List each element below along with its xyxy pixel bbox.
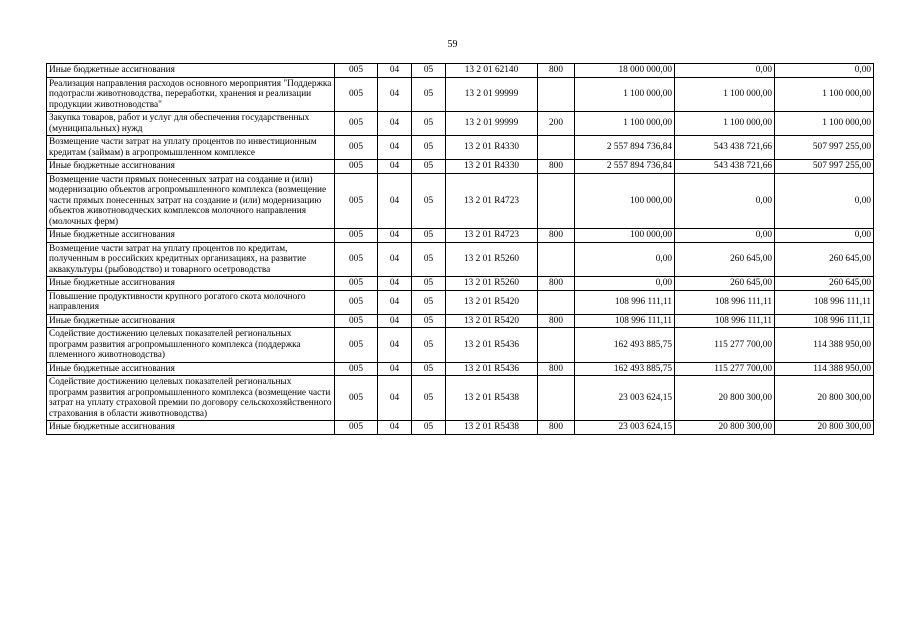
cell-subsection: 05: [412, 376, 446, 421]
cell-amount-1: 162 493 885,75: [575, 328, 675, 363]
cell-name: Содействие достижению целевых показателей региональных программ развития агропромышленного комплекса (поддержка племенного животноводства): [47, 328, 335, 363]
cell-amount-2: 0,00: [675, 64, 775, 78]
cell-section: 04: [378, 328, 412, 363]
cell-name: Возмещение части прямых понесенных затрат на создание и (или) модернизацию объектов агропромышленного комплекса (возмещение части прямых понесенных затрат на создание и (или) модернизацию объектов животноводческих комплексов молочного направления (молочных ферм): [47, 173, 335, 229]
cell-expense-type: [538, 328, 575, 363]
cell-amount-1: 100 000,00: [575, 173, 675, 229]
cell-amount-3: 0,00: [775, 229, 874, 243]
table-row: [47, 376, 874, 421]
cell-section: 04: [378, 362, 412, 376]
cell-amount-3: 507 997 255,00: [775, 160, 874, 174]
cell-amount-2: 115 277 700,00: [675, 328, 775, 363]
cell-target-article: 13 2 01 R4723: [446, 229, 538, 243]
cell-subsection: 05: [412, 421, 446, 435]
cell-amount-3: 114 388 950,00: [775, 328, 874, 363]
cell-section: 04: [378, 64, 412, 78]
cell-amount-1: 108 996 111,11: [575, 290, 675, 314]
cell-amount-3: 108 996 111,11: [775, 314, 874, 328]
cell-name: Закупка товаров, работ и услуг для обеспечения государственных (муниципальных) нужд: [47, 112, 335, 136]
cell-name: Возмещение части затрат на уплату процентов по инвестиционным кредитам (займам) в агропромышленном комплексе: [47, 136, 335, 160]
table-row: [47, 242, 874, 277]
cell-subsection: 05: [412, 242, 446, 277]
cell-subsection: 05: [412, 77, 446, 112]
cell-amount-1: 0,00: [575, 242, 675, 277]
cell-amount-2: 1 100 000,00: [675, 112, 775, 136]
cell-grbs: 005: [335, 277, 378, 291]
cell-section: 04: [378, 136, 412, 160]
cell-expense-type: [538, 136, 575, 160]
cell-grbs: 005: [335, 229, 378, 243]
cell-name: Содействие достижению целевых показателей региональных программ развития агропромышленного комплекса (возмещение части затрат на уплату страховой премии по договору сельскохозяйственного страхования в области животноводства): [47, 376, 335, 421]
cell-section: 04: [378, 376, 412, 421]
cell-expense-type: 800: [538, 421, 575, 435]
cell-name: Иные бюджетные ассигнования: [47, 64, 335, 78]
cell-expense-type: 800: [538, 277, 575, 291]
cell-amount-3: 260 645,00: [775, 242, 874, 277]
cell-name: Иные бюджетные ассигнования: [47, 421, 335, 435]
cell-amount-3: 20 800 300,00: [775, 421, 874, 435]
cell-section: 04: [378, 421, 412, 435]
cell-name: Реализация направления расходов основного мероприятия "Поддержка подотрасли животноводства, переработки, хранения и реализации продукции животноводства": [47, 77, 335, 112]
cell-grbs: 005: [335, 242, 378, 277]
cell-amount-1: 1 100 000,00: [575, 77, 675, 112]
cell-amount-2: 20 800 300,00: [675, 376, 775, 421]
cell-subsection: 05: [412, 160, 446, 174]
cell-section: 04: [378, 77, 412, 112]
cell-grbs: 005: [335, 173, 378, 229]
budget-table: [46, 63, 874, 435]
cell-amount-1: 2 557 894 736,84: [575, 136, 675, 160]
cell-subsection: 05: [412, 290, 446, 314]
cell-subsection: 05: [412, 362, 446, 376]
cell-name: Возмещение части затрат на уплату процентов по кредитам, полученным в российских кредитных организациях, на развитие аквакультуры (рыбоводство) и товарного осетроводства: [47, 242, 335, 277]
cell-expense-type: 800: [538, 314, 575, 328]
cell-target-article: 13 2 01 R5436: [446, 362, 538, 376]
cell-section: 04: [378, 160, 412, 174]
cell-expense-type: [538, 77, 575, 112]
cell-target-article: 13 2 01 R5438: [446, 421, 538, 435]
cell-expense-type: 200: [538, 112, 575, 136]
cell-name: Иные бюджетные ассигнования: [47, 277, 335, 291]
cell-section: 04: [378, 242, 412, 277]
table-row: [47, 136, 874, 160]
cell-expense-type: [538, 290, 575, 314]
cell-expense-type: 800: [538, 229, 575, 243]
cell-grbs: 005: [335, 112, 378, 136]
table-row: [47, 77, 874, 112]
cell-grbs: 005: [335, 376, 378, 421]
cell-amount-2: 115 277 700,00: [675, 362, 775, 376]
cell-name: Иные бюджетные ассигнования: [47, 229, 335, 243]
cell-target-article: 13 2 01 R5420: [446, 290, 538, 314]
table-row: [47, 173, 874, 229]
cell-name: Иные бюджетные ассигнования: [47, 160, 335, 174]
table-row: [47, 112, 874, 136]
cell-expense-type: 800: [538, 64, 575, 78]
cell-subsection: 05: [412, 173, 446, 229]
cell-amount-2: 20 800 300,00: [675, 421, 775, 435]
cell-amount-2: 0,00: [675, 229, 775, 243]
cell-target-article: 13 2 01 R4330: [446, 160, 538, 174]
cell-target-article: 13 2 01 99999: [446, 112, 538, 136]
cell-grbs: 005: [335, 362, 378, 376]
cell-amount-1: 0,00: [575, 277, 675, 291]
cell-amount-1: 1 100 000,00: [575, 112, 675, 136]
table-row: [47, 290, 874, 314]
cell-amount-2: 543 438 721,66: [675, 160, 775, 174]
cell-amount-3: 260 645,00: [775, 277, 874, 291]
cell-grbs: 005: [335, 421, 378, 435]
cell-amount-3: 1 100 000,00: [775, 112, 874, 136]
table-row: [47, 277, 874, 291]
table-row: [47, 362, 874, 376]
table-row: [47, 160, 874, 174]
page-number: 59: [447, 39, 458, 50]
cell-grbs: 005: [335, 328, 378, 363]
cell-grbs: 005: [335, 64, 378, 78]
cell-grbs: 005: [335, 314, 378, 328]
cell-grbs: 005: [335, 77, 378, 112]
cell-amount-3: 507 997 255,00: [775, 136, 874, 160]
cell-amount-3: 20 800 300,00: [775, 376, 874, 421]
cell-amount-3: 108 996 111,11: [775, 290, 874, 314]
table-row: [47, 229, 874, 243]
cell-amount-1: 100 000,00: [575, 229, 675, 243]
cell-subsection: 05: [412, 328, 446, 363]
cell-target-article: 13 2 01 R5260: [446, 242, 538, 277]
cell-amount-2: 260 645,00: [675, 242, 775, 277]
cell-target-article: 13 2 01 R5438: [446, 376, 538, 421]
table-row: [47, 64, 874, 78]
cell-expense-type: [538, 242, 575, 277]
cell-amount-2: 543 438 721,66: [675, 136, 775, 160]
cell-expense-type: [538, 173, 575, 229]
cell-section: 04: [378, 229, 412, 243]
cell-amount-3: 0,00: [775, 173, 874, 229]
cell-target-article: 13 2 01 62140: [446, 64, 538, 78]
cell-amount-1: 23 003 624,15: [575, 421, 675, 435]
cell-target-article: 13 2 01 R5420: [446, 314, 538, 328]
cell-amount-1: 18 000 000,00: [575, 64, 675, 78]
cell-section: 04: [378, 314, 412, 328]
cell-target-article: 13 2 01 R4330: [446, 136, 538, 160]
cell-amount-3: 114 388 950,00: [775, 362, 874, 376]
cell-section: 04: [378, 112, 412, 136]
cell-amount-2: 260 645,00: [675, 277, 775, 291]
cell-name: Повышение продуктивности крупного рогатого скота молочного направления: [47, 290, 335, 314]
cell-subsection: 05: [412, 314, 446, 328]
cell-subsection: 05: [412, 277, 446, 291]
cell-subsection: 05: [412, 112, 446, 136]
cell-target-article: 13 2 01 R4723: [446, 173, 538, 229]
cell-expense-type: 800: [538, 160, 575, 174]
cell-name: Иные бюджетные ассигнования: [47, 314, 335, 328]
cell-amount-3: 0,00: [775, 64, 874, 78]
cell-section: 04: [378, 173, 412, 229]
cell-grbs: 005: [335, 160, 378, 174]
cell-subsection: 05: [412, 136, 446, 160]
cell-target-article: 13 2 01 99999: [446, 77, 538, 112]
cell-amount-1: 23 003 624,15: [575, 376, 675, 421]
cell-amount-2: 1 100 000,00: [675, 77, 775, 112]
table-row: [47, 328, 874, 363]
cell-grbs: 005: [335, 290, 378, 314]
cell-grbs: 005: [335, 136, 378, 160]
cell-amount-2: 108 996 111,11: [675, 314, 775, 328]
table-body: [47, 64, 874, 435]
cell-target-article: 13 2 01 R5436: [446, 328, 538, 363]
cell-amount-2: 108 996 111,11: [675, 290, 775, 314]
cell-section: 04: [378, 277, 412, 291]
cell-amount-3: 1 100 000,00: [775, 77, 874, 112]
table-row: [47, 421, 874, 435]
cell-expense-type: 800: [538, 362, 575, 376]
cell-name: Иные бюджетные ассигнования: [47, 362, 335, 376]
cell-expense-type: [538, 376, 575, 421]
cell-amount-2: 0,00: [675, 173, 775, 229]
cell-amount-1: 108 996 111,11: [575, 314, 675, 328]
cell-target-article: 13 2 01 R5260: [446, 277, 538, 291]
cell-section: 04: [378, 290, 412, 314]
table-row: [47, 314, 874, 328]
cell-subsection: 05: [412, 229, 446, 243]
cell-subsection: 05: [412, 64, 446, 78]
cell-amount-1: 2 557 894 736,84: [575, 160, 675, 174]
cell-amount-1: 162 493 885,75: [575, 362, 675, 376]
